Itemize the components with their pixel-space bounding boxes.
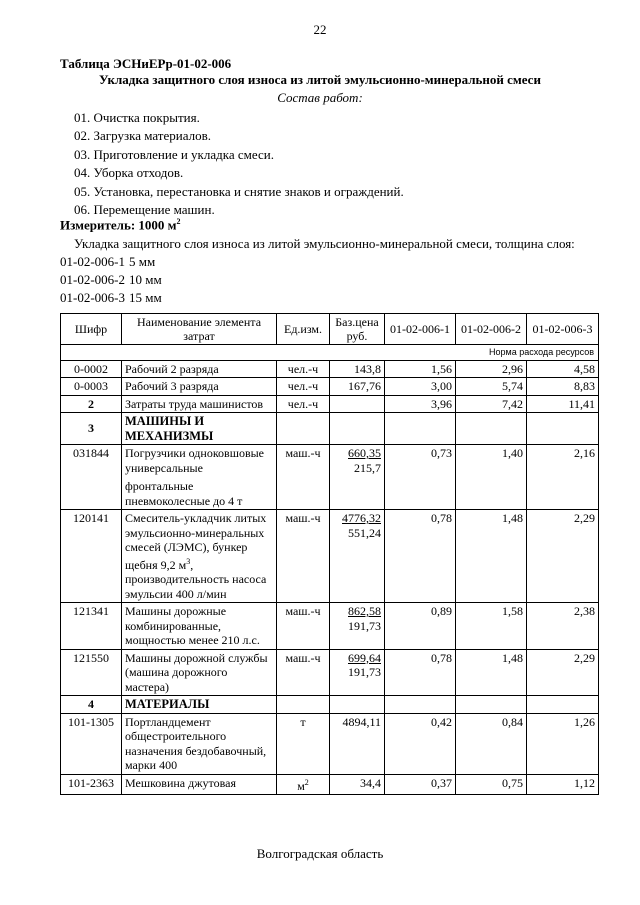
cell-v2: 0,75 bbox=[456, 774, 527, 795]
cell-v3: 1,12 bbox=[527, 774, 599, 795]
cell-name: Машины дорожной службы (машина дорожного мастера) bbox=[122, 649, 277, 696]
cell-v1: 0,78 bbox=[385, 649, 456, 696]
works-list bbox=[74, 109, 404, 219]
cell-v3: 11,41 bbox=[527, 395, 599, 413]
cell-v1: 0,37 bbox=[385, 774, 456, 795]
cell-price bbox=[330, 649, 385, 696]
subtitle: Укладка защитного слоя износа из литой эмульсионно-минеральной смеси bbox=[99, 72, 541, 87]
cell-unit: маш.-ч bbox=[277, 510, 330, 603]
code-value: 15 мм bbox=[129, 290, 162, 305]
cell-v3: 4,58 bbox=[527, 360, 599, 378]
cell-name: Машины дорожные комбинированные, мощностью менее 210 л.с. bbox=[122, 603, 277, 650]
cell-v1: 3,00 bbox=[385, 378, 456, 396]
cell-name-part: фронтальные пневмоколесные до 4 т bbox=[125, 479, 243, 508]
cell-v2: 0,84 bbox=[456, 713, 527, 774]
header-code: Шифр bbox=[61, 314, 122, 345]
work-item: 03. Приготовление и укладка смеси. bbox=[74, 146, 274, 162]
section-name bbox=[122, 413, 277, 445]
table-row bbox=[61, 649, 599, 696]
cell-code: 121550 bbox=[61, 649, 122, 696]
resources-table bbox=[60, 313, 599, 795]
header-c1: 01-02-006-1 bbox=[385, 314, 456, 345]
header-name: Наименование элемента затрат bbox=[122, 314, 277, 345]
codes-list bbox=[60, 253, 162, 307]
price-total: 699,64 bbox=[348, 650, 381, 665]
cell-code: 031844 bbox=[61, 445, 122, 510]
measure-sup: 2 bbox=[176, 217, 181, 226]
cell-price bbox=[330, 603, 385, 650]
cell-name: Рабочий 3 разряда bbox=[122, 378, 277, 396]
cell-name-part: Погрузчики одноковшовые универсальные bbox=[125, 446, 265, 475]
cell-price: 34,4 bbox=[330, 774, 385, 795]
price-sub: 551,24 bbox=[348, 525, 381, 540]
footer: Волгоградская область bbox=[256, 846, 384, 861]
table-row bbox=[61, 774, 599, 795]
cell-v1: 3,96 bbox=[385, 395, 456, 413]
header-price: Баз.цена руб. bbox=[330, 314, 385, 345]
table-row bbox=[61, 395, 599, 413]
price-total: 862,58 bbox=[348, 604, 381, 618]
composition-heading: Состав работ: bbox=[277, 90, 363, 105]
cell-v1: 0,73 bbox=[385, 445, 456, 510]
work-item: 05. Установка, перестановка и снятие знаков и ограждений. bbox=[74, 183, 404, 199]
cell-unit: $м^2$ bbox=[277, 774, 330, 795]
cell-v2: 5,74 bbox=[456, 378, 527, 396]
measure-label: Измеритель: 1000 м bbox=[60, 217, 177, 233]
code-row bbox=[60, 253, 162, 271]
code-row bbox=[60, 271, 162, 289]
section-code: 3 bbox=[61, 413, 122, 445]
code: 01-02-006-2 bbox=[60, 272, 125, 287]
code: 01-02-006-3 bbox=[60, 290, 125, 305]
cell-v3: 1,26 bbox=[527, 713, 599, 774]
table-row bbox=[61, 360, 599, 378]
cell-v2: 1,40 bbox=[456, 445, 527, 510]
cell-v1: 0,89 bbox=[385, 603, 456, 650]
price-sub: 215,7 bbox=[354, 460, 381, 475]
section-row bbox=[61, 696, 599, 714]
cell-v3: 2,29 bbox=[527, 649, 599, 696]
cell-unit: маш.-ч bbox=[277, 649, 330, 696]
cell-name: Затраты труда машинистов bbox=[122, 395, 277, 413]
cell-code: 120141 bbox=[61, 510, 122, 603]
cell-unit: маш.-ч bbox=[277, 445, 330, 510]
cell-code: 101-1305 bbox=[61, 713, 122, 774]
cell-unit: чел.-ч bbox=[277, 395, 330, 413]
cell-v3: 2,29 bbox=[527, 510, 599, 603]
code-value: 5 мм bbox=[129, 254, 156, 269]
cell-price: 143,8 bbox=[330, 360, 385, 378]
cell-v2: 1,48 bbox=[456, 510, 527, 603]
norm-row bbox=[61, 345, 599, 361]
section-line: МАШИНЫ И bbox=[125, 414, 205, 428]
table-row bbox=[61, 445, 599, 510]
table-row bbox=[61, 603, 599, 650]
cell-v1: 0,42 bbox=[385, 713, 456, 774]
price-total: 4776,32 bbox=[342, 511, 381, 525]
table-row bbox=[61, 713, 599, 774]
cell-price bbox=[330, 445, 385, 510]
header-c3: 01-02-006-3 bbox=[527, 314, 599, 345]
cell-code: 2 bbox=[61, 395, 122, 413]
measure bbox=[60, 217, 181, 233]
work-item: 06. Перемещение машин. bbox=[74, 202, 215, 218]
table-title: Таблица ЭСНиЕРр-01-02-006 bbox=[60, 56, 232, 71]
cell-v2: 7,42 bbox=[456, 395, 527, 413]
work-item: 04. Уборка отходов. bbox=[74, 165, 184, 181]
cell-v1: 0,78 bbox=[385, 510, 456, 603]
cell-code: 121341 bbox=[61, 603, 122, 650]
code-row bbox=[60, 289, 162, 307]
cell-name bbox=[122, 445, 277, 510]
cell-unit: маш.-ч bbox=[277, 603, 330, 650]
cell-v1: 1,56 bbox=[385, 360, 456, 378]
cell-v3: 2,38 bbox=[527, 603, 599, 650]
cell-price bbox=[330, 510, 385, 603]
cell-v2: 2,96 bbox=[456, 360, 527, 378]
cell-name: Смеситель-укладчик литых эмульсионно-минеральных смесей (ЛЭМС), бункер щебня 9,2 $м^3$, производительность насоса эмульсии 400 л/мин bbox=[122, 510, 277, 603]
price-sub: 191,73 bbox=[348, 618, 381, 633]
cell-v2: 1,58 bbox=[456, 603, 527, 650]
cell-code: 101-2363 bbox=[61, 774, 122, 795]
page-number: 22 bbox=[313, 22, 327, 37]
cell-unit: т bbox=[277, 713, 330, 774]
cell-v3: 8,83 bbox=[527, 378, 599, 396]
cell-name: Мешковина джутовая bbox=[122, 774, 277, 795]
section-code: 4 bbox=[61, 696, 122, 714]
work-item: 01. Очистка покрытия. bbox=[74, 110, 200, 125]
header-c2: 01-02-006-2 bbox=[456, 314, 527, 345]
section-line: МЕХАНИЗМЫ bbox=[125, 428, 214, 443]
price-sub: 191,73 bbox=[348, 665, 381, 679]
cell-name: Рабочий 2 разряда bbox=[122, 360, 277, 378]
norm-label: Норма расхода ресурсов bbox=[61, 345, 599, 361]
description: Укладка защитного слоя износа из литой эмульсионно-минеральной смеси, толщина слоя: bbox=[74, 236, 575, 251]
code: 01-02-006-1 bbox=[60, 254, 125, 269]
section-name: МАТЕРИАЛЫ bbox=[122, 696, 277, 714]
cell-code: 0-0002 bbox=[61, 360, 122, 378]
code-value: 10 мм bbox=[129, 272, 162, 287]
section-row bbox=[61, 413, 599, 445]
cell-unit: чел.-ч bbox=[277, 378, 330, 396]
cell-name: Портландцемент общестроительного назначения бездобавочный, марки 400 bbox=[122, 713, 277, 774]
cell-price: 167,76 bbox=[330, 378, 385, 396]
cell-code: 0-0003 bbox=[61, 378, 122, 396]
cell-unit: чел.-ч bbox=[277, 360, 330, 378]
table-header-row bbox=[61, 314, 599, 345]
cell-v3: 2,16 bbox=[527, 445, 599, 510]
cell-price: 4894,11 bbox=[330, 713, 385, 774]
price-total: 660,35 bbox=[348, 446, 381, 460]
cell-v2: 1,48 bbox=[456, 649, 527, 696]
table-row bbox=[61, 378, 599, 396]
header-unit: Ед.изм. bbox=[277, 314, 330, 345]
work-item: 02. Загрузка материалов. bbox=[74, 128, 211, 144]
cell-price bbox=[330, 395, 385, 413]
table-row bbox=[61, 510, 599, 603]
